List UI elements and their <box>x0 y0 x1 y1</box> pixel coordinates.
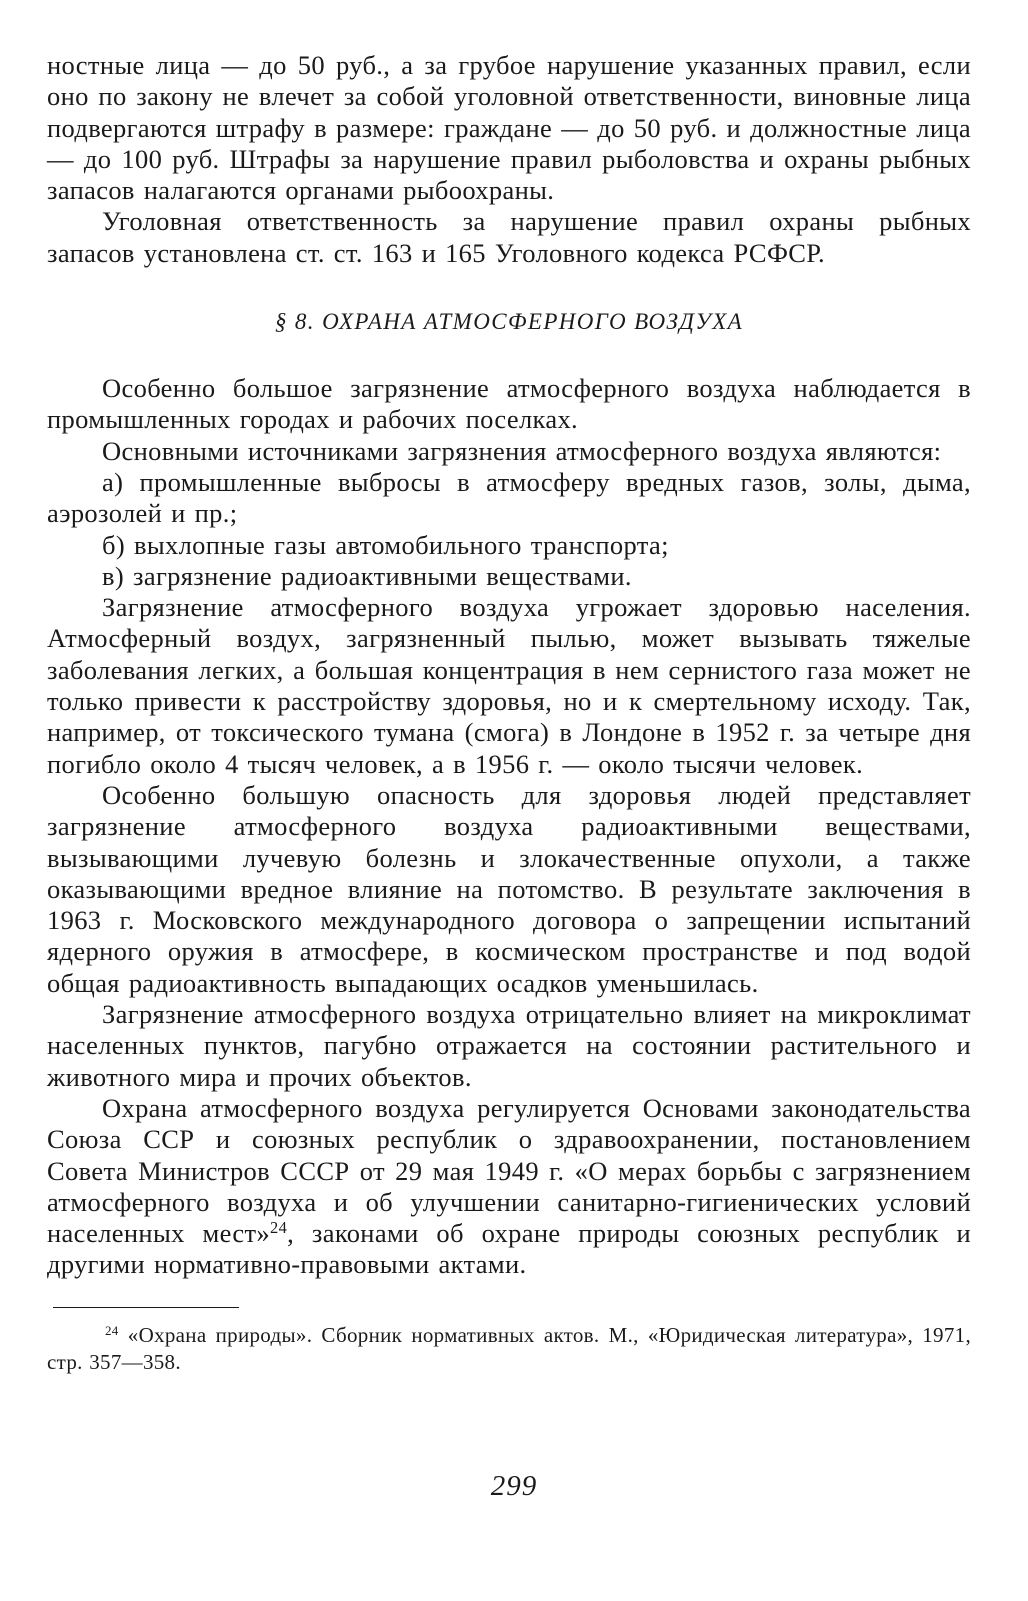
footnote <box>47 1322 971 1376</box>
legislation-text: Охрана атмосферного воздуха регулируется Основами законодательства Союза ССР и союзных республик о здравоохранении, постановлением Совета Министров СССР от 29 мая 1949 г. «О мерах борьбы с загрязнением атмосферного воздуха и об улучшении санитарно-гигиенических условий населенных мест» <box>47 1092 971 1249</box>
paragraph-health-threat: Загрязнение атмосферного воздуха угрожает здоровью населения. Атмосферный воздух, загрязненный пылью, может вызывать тяжелые заболевания легких, а большая концентрация в нем сернистого газа может не только привести к расстройству здоровья, но и к смертельному исходу. Так, например, от токсического тумана (смога) в Лондоне в 1952 г. за четыре дня погибло около 4 тысяч человек, а в 1956 г. — около тысячи человек. <box>47 592 971 779</box>
section-heading: § 8. ОХРАНА АТМОСФЕРНОГО ВОЗДУХА <box>274 309 744 335</box>
legislation-text-end: , законами об охране природы союзных республик и другими нормативно-правовыми актами. <box>47 1218 971 1280</box>
footnote-reference: 24 <box>270 1218 288 1238</box>
footnote-divider <box>53 1307 239 1308</box>
list-item-b: б) выхлопные газы автомобильного транспорта; <box>102 529 669 560</box>
list-item-c: в) загрязнение радиоактивными веществами. <box>102 560 632 591</box>
paragraph-microclimate: Загрязнение атмосферного воздуха отрицательно влияет на микроклимат населенных пунктов, пагубно отражается на состоянии растительного и животного мира и прочих объектов. <box>47 999 971 1092</box>
footnote-number: 24 <box>105 1322 119 1338</box>
paragraph-criminal-liability: Уголовная ответственность за нарушение правил охраны рыбных запасов установлена ст. ст. 163 и 165 Уголовного кодекса РСФСР. <box>47 206 971 268</box>
footnote-text: «Охрана природы». Сборник нормативных актов. М., «Юридическая литература», 1971, стр. 357—358. <box>47 1322 971 1374</box>
paragraph-sources-intro: Основными источниками загрязнения атмосферного воздуха являются: <box>102 435 942 466</box>
paragraph-continued: ностные лица — до 50 руб., а за грубое нарушение указанных правил, если оно по закону не влечет за собой уголовной ответственности, виновные лица подвергаются штрафу в размере: граждане — до 50 руб. и должностные лица — до 100 руб. Штрафы за нарушение правил рыболовства и охраны рыбных запасов налагаются органами рыбоохраны. <box>47 50 971 206</box>
page-number: 299 <box>490 1470 538 1502</box>
page-body <box>47 50 971 1376</box>
paragraph-legislation <box>47 1093 971 1281</box>
list-item-a: а) промышленные выбросы в атмосферу вредных газов, золы, дыма, аэрозолей и пр.; <box>47 466 971 529</box>
paragraph-radioactive-danger: Особенно большую опасность для здоровья людей представляет загрязнение атмосферного воздуха радиоактивными веществами, вызывающими лучевую болезнь и злокачественные опухоли, а также оказывающими вредное влияние на потомство. В результате заключения в 1963 г. Московского международного договора о запрещении испытаний ядерного оружия в атмосфере, в космическом пространстве и под водой общая радиоактивность выпадающих осадков уменьшилась. <box>47 779 971 998</box>
paragraph-pollution-industrial: Особенно большое загрязнение атмосферного воздуха наблюдается в промышленных городах и рабочих поселках. <box>47 373 971 435</box>
